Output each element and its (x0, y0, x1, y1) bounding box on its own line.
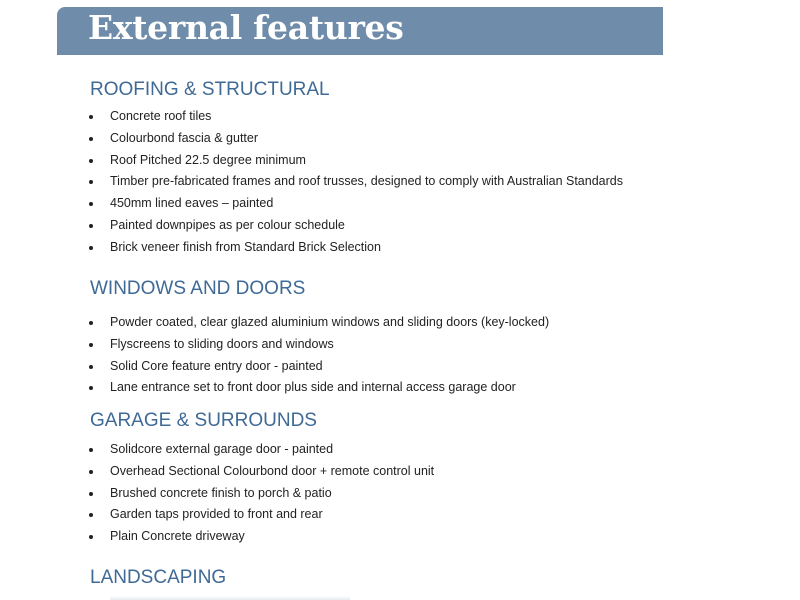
list-item (86, 237, 623, 259)
list-item (86, 526, 434, 548)
bullet-icon (89, 386, 93, 390)
list-item-text: Roof Pitched 22.5 degree minimum (110, 152, 306, 167)
list-item (86, 377, 549, 399)
section-heading-garage: GARAGE & SURROUNDS (90, 410, 317, 431)
page-title: External features (88, 8, 404, 47)
list-item (86, 334, 549, 356)
list-item-text: Lane entrance set to front door plus side and internal access garage door (110, 380, 516, 395)
list-item-text: Solid Core feature entry door - painted (110, 358, 323, 373)
list-item-text: Brick veneer finish from Standard Brick Selection (110, 239, 381, 254)
bullet-icon (89, 365, 93, 369)
bullet-icon (89, 513, 93, 517)
list-item-text: Timber pre-fabricated frames and roof trusses, designed to comply with Australian Standards (110, 174, 623, 189)
list-item (86, 439, 434, 461)
cropped-text-line (110, 596, 350, 600)
list-item-text: Concrete roof tiles (110, 109, 212, 123)
list-item (86, 171, 623, 193)
list-item-text: Brushed concrete finish to porch & patio (110, 485, 332, 500)
list-item-text: Plain Concrete driveway (110, 529, 245, 544)
section-heading-windows: WINDOWS AND DOORS (90, 278, 306, 299)
list-item-text: Overhead Sectional Colourbond door + remote control unit (110, 463, 435, 478)
list-item-text: Solidcore external garage door - painted (110, 442, 334, 456)
bullet-icon (89, 492, 93, 496)
list-item (86, 193, 623, 215)
bullet-icon (89, 202, 93, 206)
bullet-icon (89, 246, 93, 250)
roofing-list (86, 106, 623, 259)
list-item (86, 215, 623, 237)
section-heading-landscaping: LANDSCAPING (90, 567, 227, 588)
list-item (86, 356, 549, 378)
bullet-icon (89, 159, 93, 163)
garage-list (86, 439, 434, 548)
bullet-icon (89, 535, 93, 539)
list-item (86, 483, 434, 505)
list-item-text: Colourbond fascia & gutter (110, 130, 259, 145)
list-item (86, 150, 623, 172)
list-item (86, 312, 549, 334)
bullet-icon (89, 448, 93, 452)
bullet-icon (89, 321, 93, 325)
list-item-text: 450mm lined eaves – painted (110, 196, 274, 211)
bullet-icon (89, 470, 93, 474)
bullet-icon (89, 180, 93, 184)
bullet-icon (89, 343, 93, 347)
list-item (86, 128, 623, 150)
section-heading-roofing: ROOFING & STRUCTURAL (90, 79, 330, 100)
list-item-text: Painted downpipes as per colour schedule (110, 217, 345, 232)
list-item-text: Powder coated, clear glazed aluminium windows and sliding doors (key-locked) (110, 315, 550, 329)
bullet-icon (89, 224, 93, 228)
list-item-text: Flyscreens to sliding doors and windows (110, 336, 334, 351)
bullet-icon (89, 115, 93, 119)
list-item-text: Garden taps provided to front and rear (110, 507, 323, 522)
list-item (86, 461, 434, 483)
windows-list (86, 312, 549, 399)
list-item (86, 106, 623, 128)
list-item (86, 504, 434, 526)
bullet-icon (89, 137, 93, 141)
